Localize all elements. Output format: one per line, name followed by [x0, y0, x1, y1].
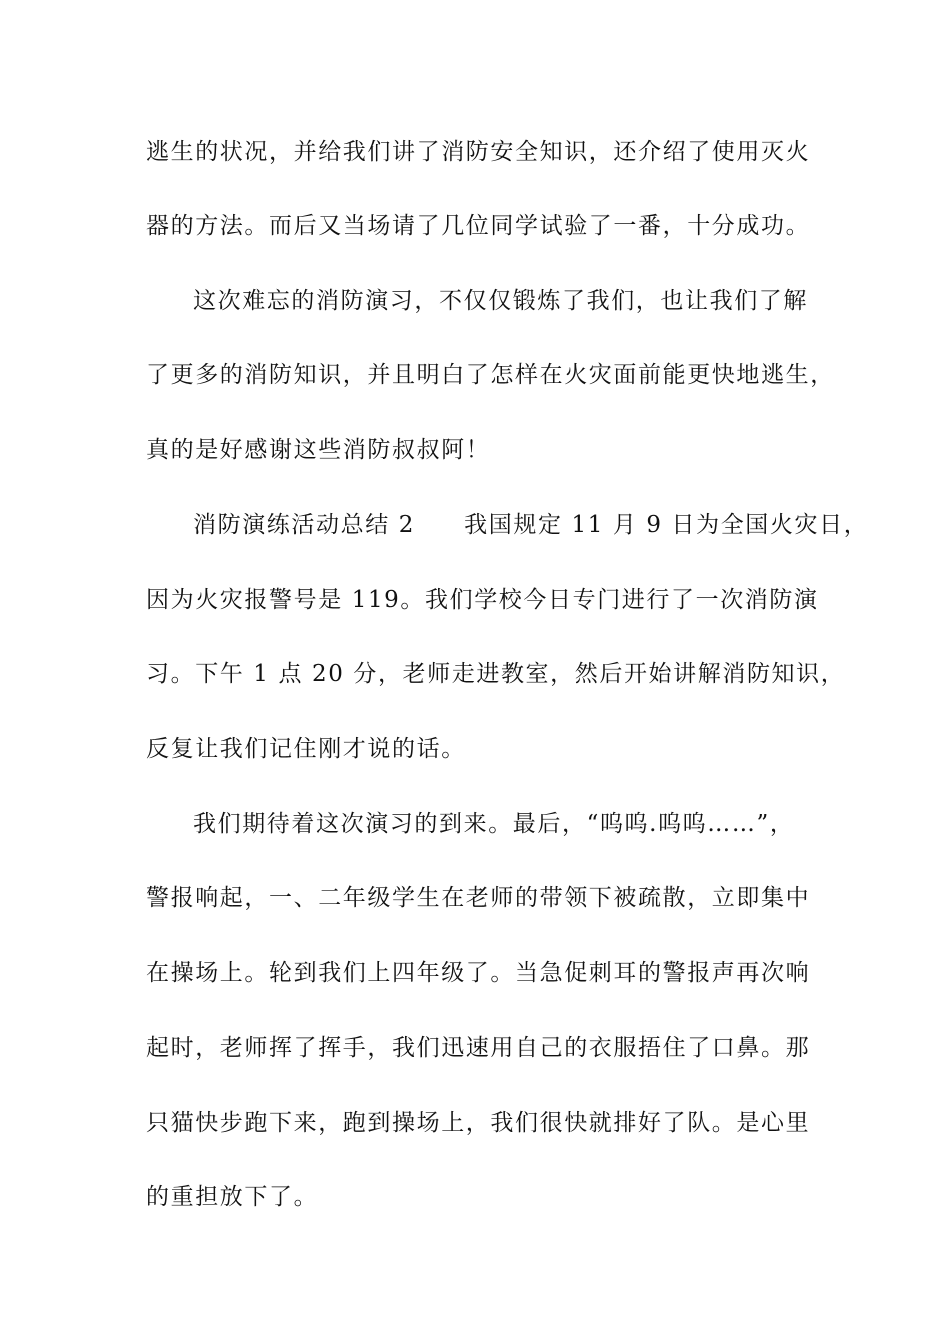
text-line: 在操场上。轮到我们上四年级了。当急促刺耳的警报声再次响 [146, 960, 811, 986]
text-line: 我们期待着这次演习的到来。最后，“呜呜.呜呜……”， [193, 811, 795, 837]
text-line: 这次难忘的消防演习，不仅仅锻炼了我们，也让我们了解 [193, 288, 808, 314]
text-line: 反复让我们记住刚才说的话。 [146, 736, 466, 762]
text-line: 习。下午 1 点 20 分，老师走进教室，然后开始讲解消防知识， [146, 661, 846, 687]
text-line: 了更多的消防知识，并且明白了怎样在火灾面前能更快地逃生， [146, 362, 835, 388]
text-line: 真的是好感谢这些消防叔叔阿！ [146, 437, 491, 463]
text-line: 逃生的状况，并给我们讲了消防安全知识，还介绍了使用灭火 [146, 139, 811, 165]
text-line: 只猫快步跑下来，跑到操场上，我们很快就排好了队。是心里 [146, 1110, 811, 1136]
text-line: 器的方法。而后又当场请了几位同学试验了一番，十分成功。 [146, 213, 811, 239]
text-line: 起时，老师挥了挥手，我们迅速用自己的衣服捂住了口鼻。那 [146, 1035, 811, 1061]
text-line: 警报响起，一、二年级学生在老师的带领下被疏散，立即集中 [146, 885, 811, 911]
text-line: 消防演练活动总结 2 我国规定 11 月 9 日为全国火灾日， [193, 512, 869, 538]
text-line: 的重担放下了。 [146, 1184, 319, 1210]
text-line: 因为火灾报警号是 119。我们学校今日专门进行了一次消防演 [146, 587, 819, 613]
